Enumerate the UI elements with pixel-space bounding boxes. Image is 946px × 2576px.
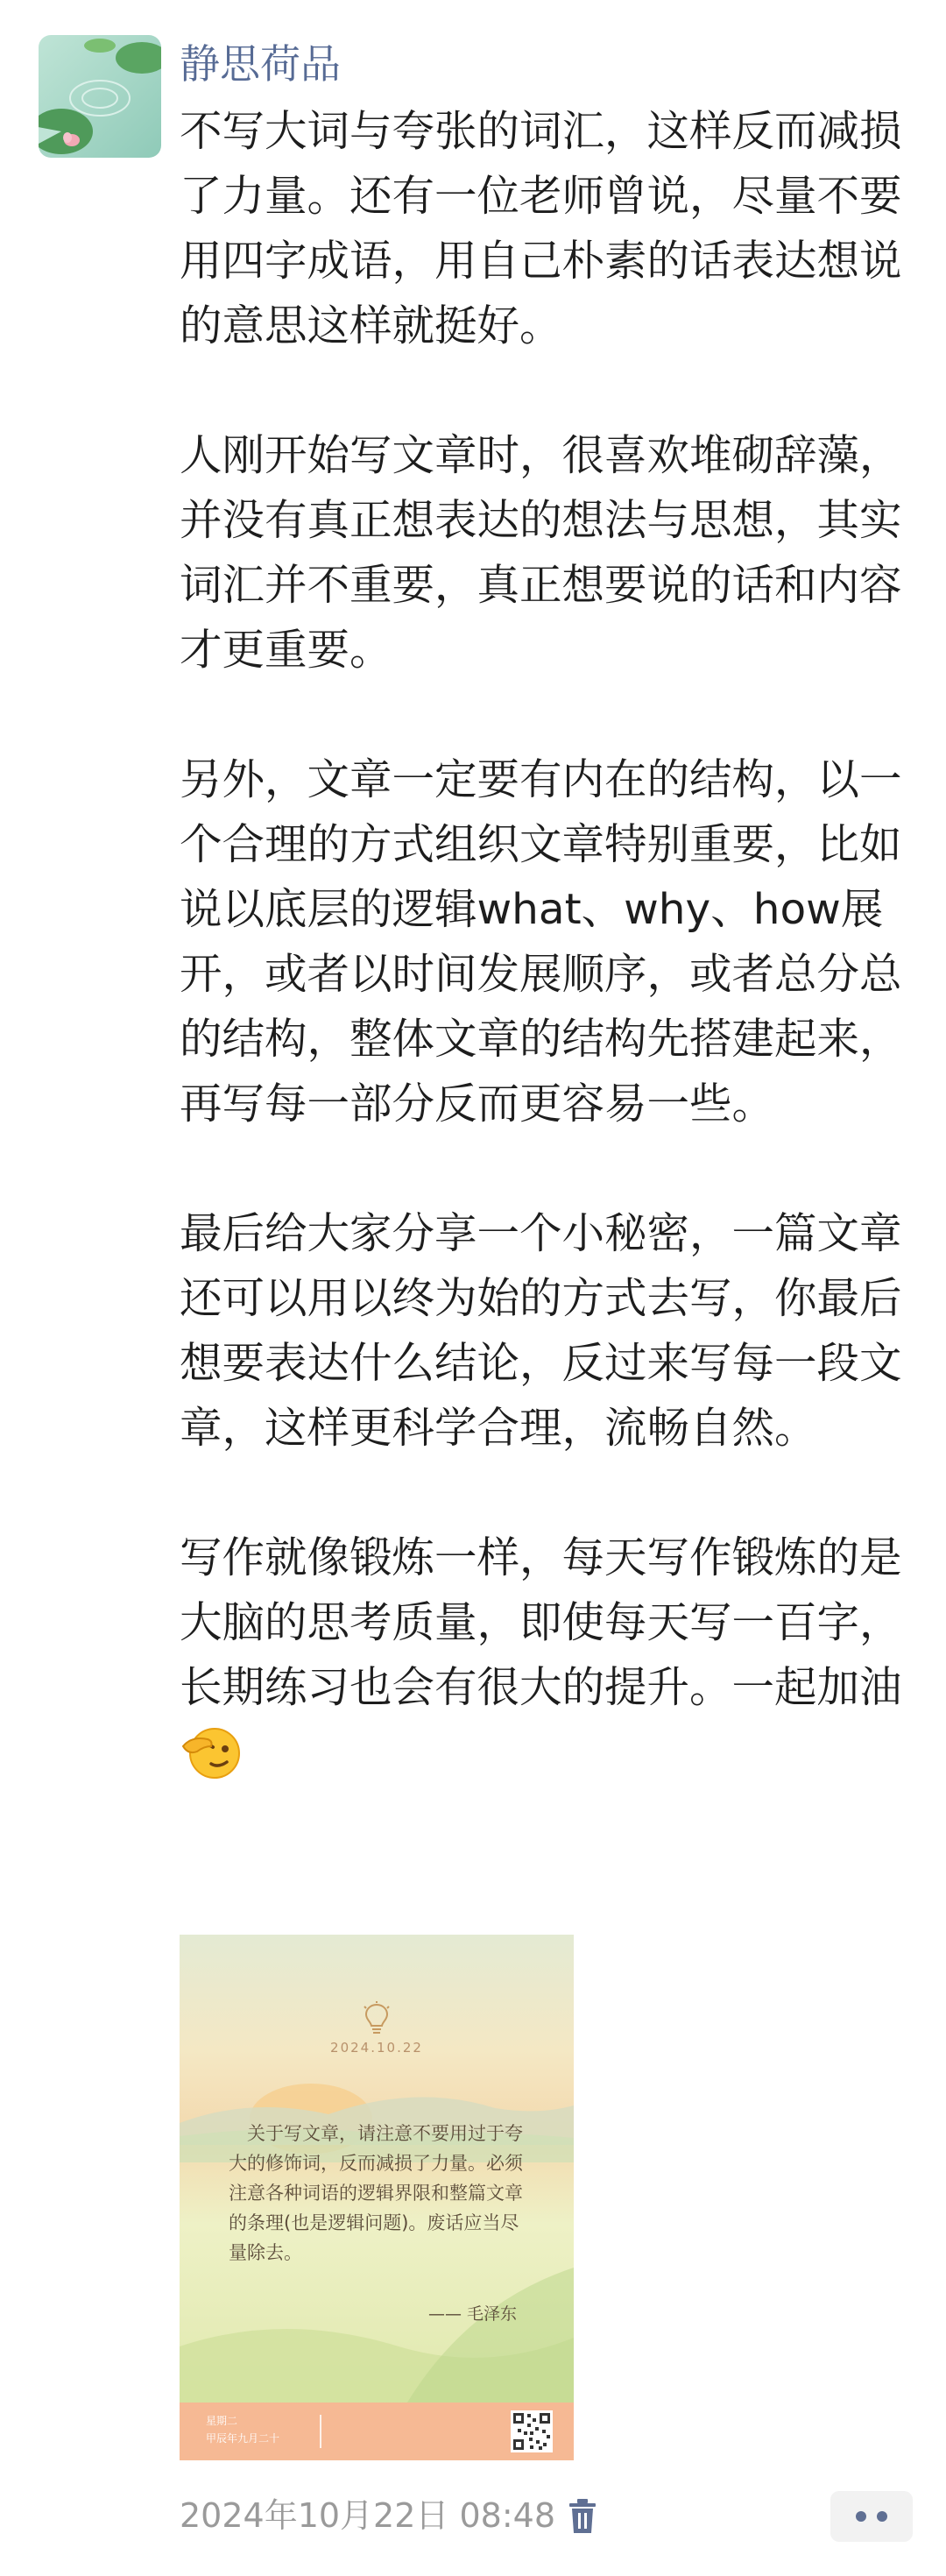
trash-icon[interactable] — [566, 2498, 599, 2535]
post-paragraph: 不写大词与夸张的词汇，这样反而减损了力量。还有一位老师曾说，尽量不要用四字成语，用自己朴素的话表达想说的意思这样就挺好。 — [180, 107, 902, 350]
image-lunar-date: 甲辰年九月二十 — [206, 2432, 280, 2445]
post-content — [180, 99, 907, 1787]
lightbulb-icon — [363, 2001, 391, 2036]
post-paragraph-last — [180, 1525, 907, 1787]
lotus-pond-avatar-icon — [39, 35, 161, 158]
qr-code-icon — [511, 2410, 553, 2452]
more-dots-icon — [856, 2511, 866, 2522]
image-footer — [180, 2403, 574, 2460]
author-name[interactable]: 静思荷品 — [180, 40, 341, 88]
post-paragraph: 最后给大家分享一个小秘密，一篇文章还可以用以终为始的方式去写，你最后想要表达什么结论，反过来写每一段文章，这样更科学合理，流畅自然。 — [180, 1209, 902, 1453]
more-dots-icon — [877, 2511, 887, 2522]
saluting-face-emoji-icon — [181, 1720, 243, 1781]
image-quote-author: —— 毛泽东 — [427, 2304, 517, 2324]
image-date: 2024.10.22 — [330, 2040, 423, 2056]
post-paragraph: 人刚开始写文章时，很喜欢堆砌辞藻，并没有真正想表达的想法与思想，其实词汇并不重要，真正想要说的话和内容才更重要。 — [180, 431, 902, 675]
post-image[interactable] — [180, 1935, 574, 2460]
more-options-button[interactable] — [830, 2491, 913, 2542]
image-weekday: 星期二 — [206, 2415, 238, 2427]
author-avatar[interactable] — [39, 35, 161, 158]
post-paragraph-last-text: 写作就像锻炼一样，每天写作锻炼的是大脑的思考质量，即使每天写一百字，长期练习也会有很大的提升。一起加油 — [180, 1533, 902, 1712]
image-quote: 关于写文章，请注意不要用过于夸大的修饰词，反而减损了力量。必须注意各种词语的逻辑界限和整篇文章的条理(也是逻辑问题)。废话应当尽量除去。 — [229, 2123, 523, 2263]
post-timestamp: 2024年10月22日 08:48 — [180, 2496, 556, 2535]
post-paragraph: 另外，文章一定要有内在的结构，以一个合理的方式组织文章特别重要，比如说以底层的逻辑what、why、how展开，或者以时间发展顺序，或者总分总的结构，整体文章的结构先搭建起来，再写每一部分反而更容易一些。 — [180, 755, 902, 1129]
image-footer-divider — [320, 2415, 321, 2448]
